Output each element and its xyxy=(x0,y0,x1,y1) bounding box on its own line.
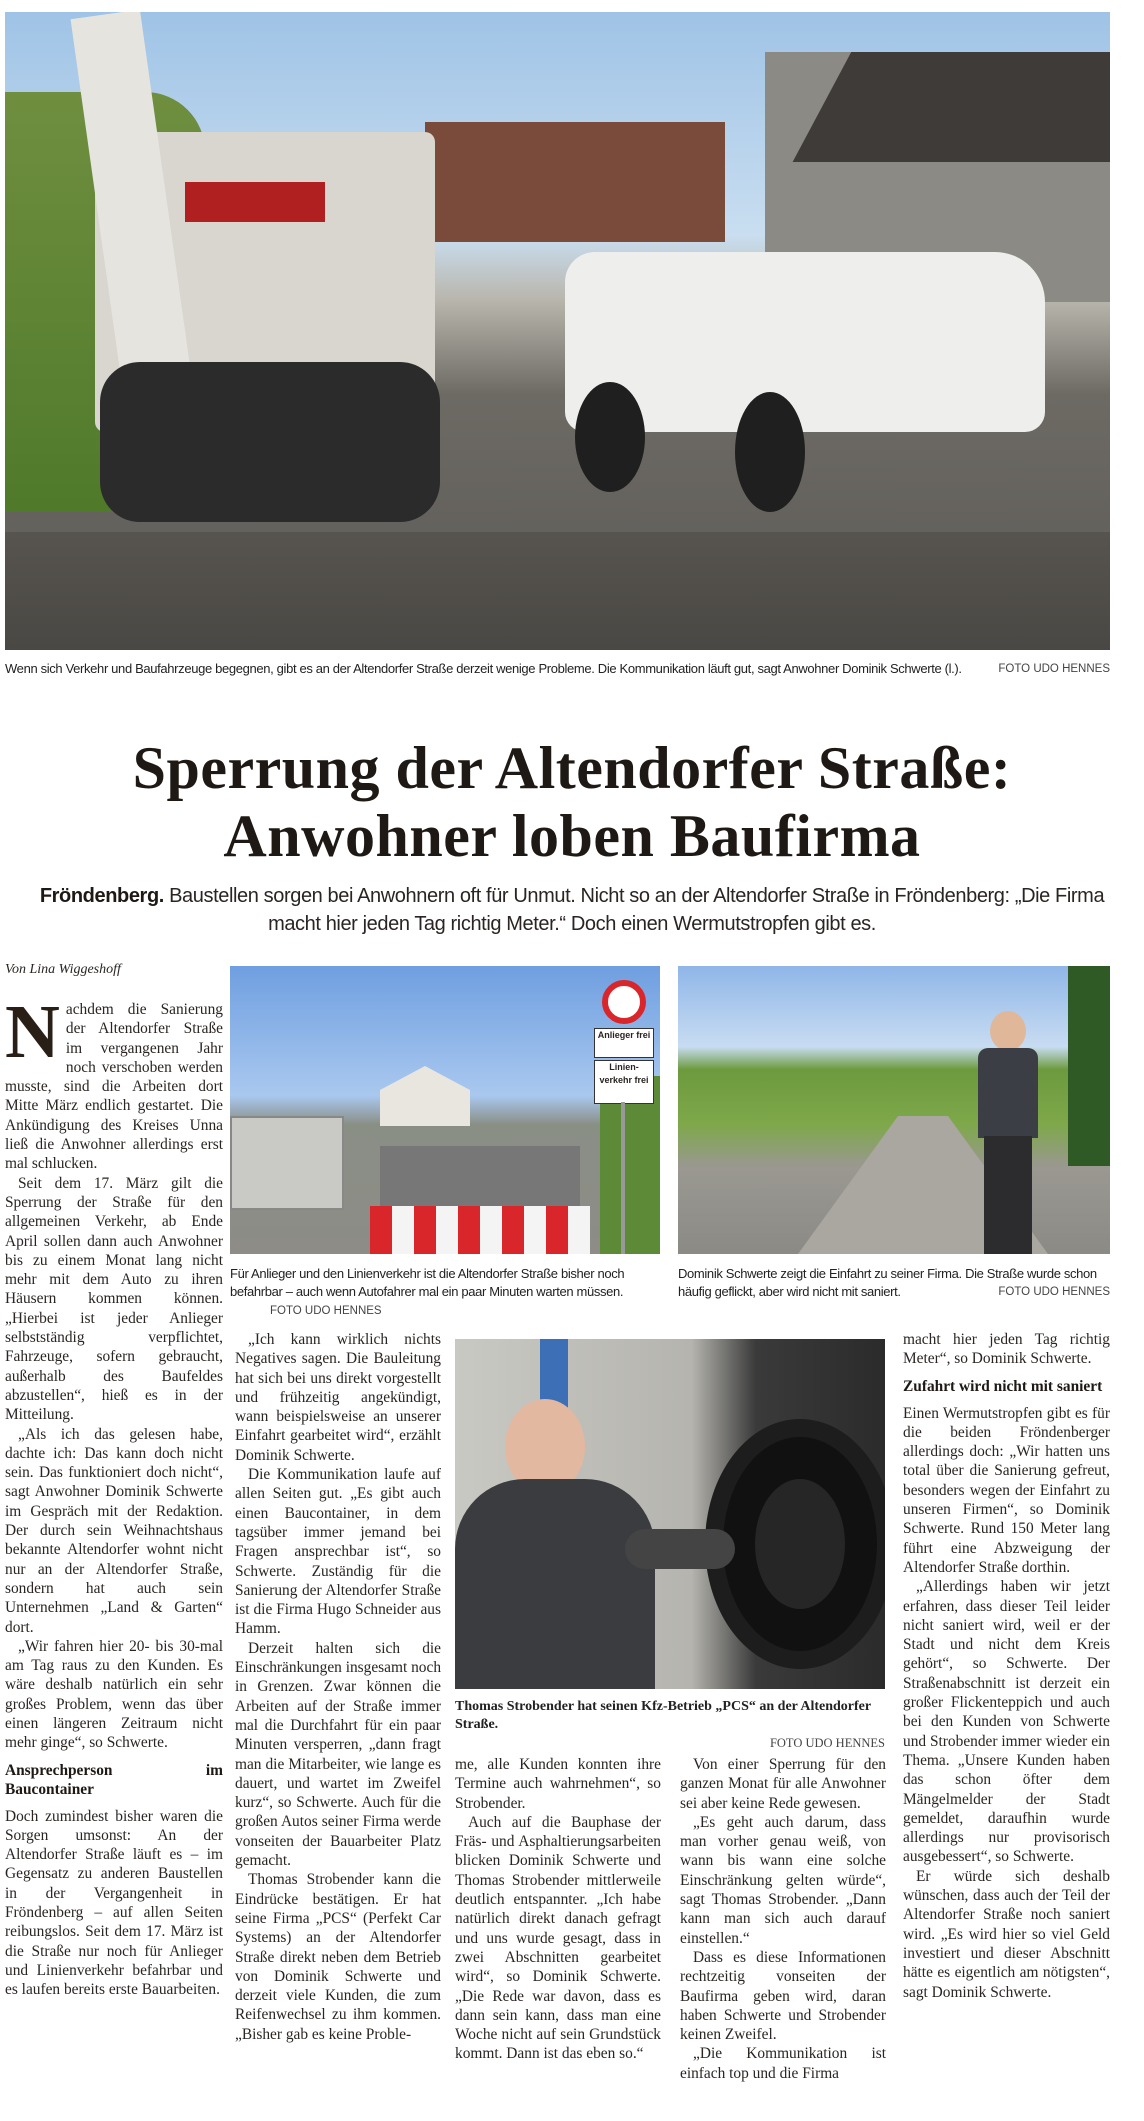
lede-text: Baustellen sorgen bei Anwohnern oft für Unmut. Nicht so an der Altendorfer Straße in Fröndenberg: „Die Firma macht hier jeden Tag richtig Meter.“ Doch einen Wermutstropfen gibt es. xyxy=(169,885,1105,935)
article-paragraph: „Allerdings haben wir jetzt erfahren, dass dieser Teil leider nicht saniert wird, weil er der Stadt und nicht dem Kreis gehört“, so Schwerte. Der Straßenabschnitt ist derzeit ein großer Flickenteppich und auch bei den Kunden von Schwerte und Strobender immer wieder ein Thema. „Unsere Kunden haben das schon öfter dem Mängelmelder der Stadt gemeldet, daraufhin wurde allerdings nur provisorisch ausgebessert“, so Schwerte. xyxy=(903,1578,1110,1866)
photo-excavator-and-pickup xyxy=(5,12,1110,650)
article-paragraph: Die Kommunikation laufe auf allen Seiten gut. „Es gibt auch einen Baucontainer, in dem tagsüber immer jemand bei Fragen ansprechbar ist“, so Schwerte. Zuständig für die Sanierung der Altendorfer Straße ist die Firma Hugo Schneider aus Hamm. xyxy=(235,1466,441,1638)
article-paragraph: „Die Kommunikation ist einfach top und die Firma xyxy=(680,2045,886,2082)
article-paragraph: „Es geht auch darum, dass man vorher genau weiß, von wann bis wann eine solche Einschränkung gelten würde“, sagt Thomas Strobender. „Dann kann man sich auch darauf einstellen.“ xyxy=(680,1813,886,1947)
lede-dateline: Fröndenberg. xyxy=(39,885,164,907)
driveway-photo-caption xyxy=(678,1265,1110,1301)
article-paragraph: Er würde sich deshalb wünschen, dass auch der Teil der Altendorfer Straße noch saniert wird. „Es wird hier so viel Geld investiert und dieser Abschnitt hätte es eigentlich am nötigsten“, sagt Dominik Schwerte. xyxy=(903,1867,1110,2001)
article-paragraph: „Als ich das gelesen habe, dachte ich: Das kann doch nicht sein. Das funktioniert doch nicht“, sagt Anwohner Dominik Schwerte im Gespräch mit der Redaktion. Der durch sein Weihnachtshaus bekannte Altendorfer wohnt nicht nur an der Altendorfer Straße, sondern hat auch sein Unternehmen „Land & Garten“ dort. xyxy=(5,1425,223,1636)
sign-anlieger-frei: Anlieger frei xyxy=(594,1028,654,1058)
article-paragraph: Derzeit halten sich die Einschränkungen insgesamt noch in Grenzen. Zwar können die Arbeiten auf der Straße immer mal die Durchfahrt für ein paar Minuten versperren, „dann fragt man die Mitarbeiter, wie lange es dauert, und wartet im Zweifel kurz“, so Schwerte. Auch für die großen Autos seiner Firma werde vonseiten der Bauarbeiter Platz gemacht. xyxy=(235,1639,442,1870)
mechanic-photo-credit: FOTO UDO HENNES xyxy=(769,1736,885,1750)
top-photo-caption-text: Wenn sich Verkehr und Baufahrzeuge begegnen, gibt es an der Altendorfer Straße derzeit wenige Probleme. Die Kommunikation läuft gut, sagt Anwohner Dominik Schwerte (l.). xyxy=(5,661,962,676)
article-paragraph: Von einer Sperrung für den ganzen Monat für alle Anwohner sei aber keine Rede gewesen. xyxy=(680,1756,886,1812)
article-paragraph: me, alle Kunden konnten ihre Termine auch wahrnehmen“, so Strobender. xyxy=(455,1756,661,1812)
photo-road-barrier xyxy=(230,966,660,1254)
lede xyxy=(30,882,1114,938)
top-photo-credit: FOTO UDO HENNES xyxy=(998,663,1110,675)
top-photo-caption xyxy=(5,660,1110,678)
article-column-1 xyxy=(5,990,223,2000)
barrier-photo-credit: FOTO UDO HENNES xyxy=(270,1305,382,1317)
article-paragraph: Dass es diese Informationen rechtzeitig vonseiten der Baufirma geben wird, daran haben Schwerte und Strobender keinen Zweifel. xyxy=(680,1948,886,2044)
mechanic-photo-caption-text: Thomas Strobender hat seinen Kfz-Betrieb „PCS“ an der Altendorfer Straße. xyxy=(455,1699,871,1732)
photo-driveway xyxy=(678,966,1110,1254)
article-paragraph: Seit dem 17. März gilt die Sperrung der Straße für den allgemeinen Verkehr, ab Ende April sollen dann auch Anwohner bis zu einem Monat lang nicht mehr mit dem Auto zu ihren Häusern kommen können. „Hierbei ist jeder Anlieger selbstständig verpflichtet, Fahrzeuge, sofern gebraucht, außerhalb des Baufeldes abzustellen“, hieß es in der Mitteilung. xyxy=(5,1174,223,1424)
article-paragraph: Thomas Strobender kann die Eindrücke bestätigen. Er hat seine Firma „PCS“ (Perfekt Car Systems) an der Altendorfer Straße direkt neben dem Betrieb von Dominik Schwerte und derzeit viele Kunden, die zum Reifenwechsel zu ihm kommen. „Bisher gab es keine Proble- xyxy=(235,1871,441,2043)
article-paragraph: „Ich kann wirklich nichts Negatives sagen. Die Bauleitung hat sich bei uns direkt vorgestellt und frühzeitig angekündigt, wann beispielsweise an unserer Einfahrt gearbeitet wird“, erzählt Dominik Schwerte. xyxy=(235,1331,441,1464)
article-column-2 xyxy=(235,1330,441,2044)
article-paragraph: Doch zumindest bisher waren die Sorgen umsonst: An der Altendorfer Straße läuft es – im Gegensatz zu anderen Baustellen in der Vergangenheit in Fröndenberg – auf allen Seiten reibungslos. Seit dem 17. März ist die Straße nur noch für Anlieger und Linienverkehr befahrbar und es laufen bereits erste Bauarbeiten. xyxy=(5,1807,223,1999)
article-paragraph: Einen Wermutstropfen gibt es für die beiden Fröndenberger allerdings doch: „Wir hatten uns total über die Sanierung gefreut, besonders wegen der Einfahrt zu unseren Firmen“, so Dominik Schwerte. Rund 150 Meter lang führt eine Abzweigung der Altendorfer Straße dorthin. xyxy=(903,1404,1110,1576)
article-column-4 xyxy=(680,1755,886,2083)
article-column-5 xyxy=(903,1330,1110,2002)
subheading: Zufahrt wird nicht mit saniert xyxy=(903,1377,1103,1395)
subheading: Ansprechperson im Baucontainer xyxy=(5,1761,223,1798)
driveway-photo-caption-text: Dominik Schwerte zeigt die Einfahrt zu seiner Firma. Die Straße wurde schon häufig geflickt, aber wird nicht mit saniert. xyxy=(678,1266,1097,1299)
article-paragraph xyxy=(5,990,223,1174)
sign-linienverkehr-frei: Linien-verkehr frei xyxy=(594,1060,654,1104)
headline-line-1: Sperrung der Altendorfer Straße: xyxy=(132,735,1012,801)
drop-cap: N xyxy=(5,990,60,1074)
article-column-3 xyxy=(455,1755,661,2064)
article-paragraph: „Wir fahren hier 20- bis 30-mal am Tag raus zu den Kunden. Es wäre deshalb natürlich ein sehr großes Problem, wenn das über einen längeren Zeitraum nicht mehr ginge“, so Schwerte. xyxy=(5,1637,223,1752)
photo-mechanic xyxy=(455,1339,885,1689)
article-paragraph-text: achdem die Sanierung der Altendorfer Straße im vergangenen Jahr noch verschoben werden musste, sind die Arbeiten dort Mitte März endlich gestartet. Die Ankündigung des Kreises Unna ließ die Anwohner allerdings erst mal schlucken. xyxy=(5,1001,223,1173)
barrier-photo-caption xyxy=(230,1265,660,1320)
byline: Von Lina Wiggeshoff xyxy=(5,962,121,977)
barrier-photo-caption-text: Für Anlieger und den Linienverkehr ist die Altendorfer Straße bisher noch befahrbar – auch wenn Autofahrer mal ein paar Minuten warten müssen. xyxy=(230,1266,625,1299)
article-paragraph: Auch auf die Bauphase der Fräs- und Asphaltierungsarbeiten blicken Dominik Schwerte und Thomas Strobender mittlerweile deutlich entspannter. „Ich habe natürlich direkt danach gefragt und uns wurde gesagt, dass in zwei Abschnitten gearbeitet wird“, so Dominik Schwerte. „Die Rede war davon, dass es dann sein kann, dass man eine Woche nicht auf sein Grundstück kommt. Dann ist das eben so.“ xyxy=(455,1813,661,2063)
article-paragraph: macht hier jeden Tag richtig Meter“, so Dominik Schwerte. xyxy=(903,1331,1110,1368)
headline-line-2: Anwohner loben Baufirma xyxy=(223,803,921,869)
mechanic-photo-caption xyxy=(455,1698,885,1752)
driveway-photo-credit: FOTO UDO HENNES xyxy=(998,1286,1110,1298)
